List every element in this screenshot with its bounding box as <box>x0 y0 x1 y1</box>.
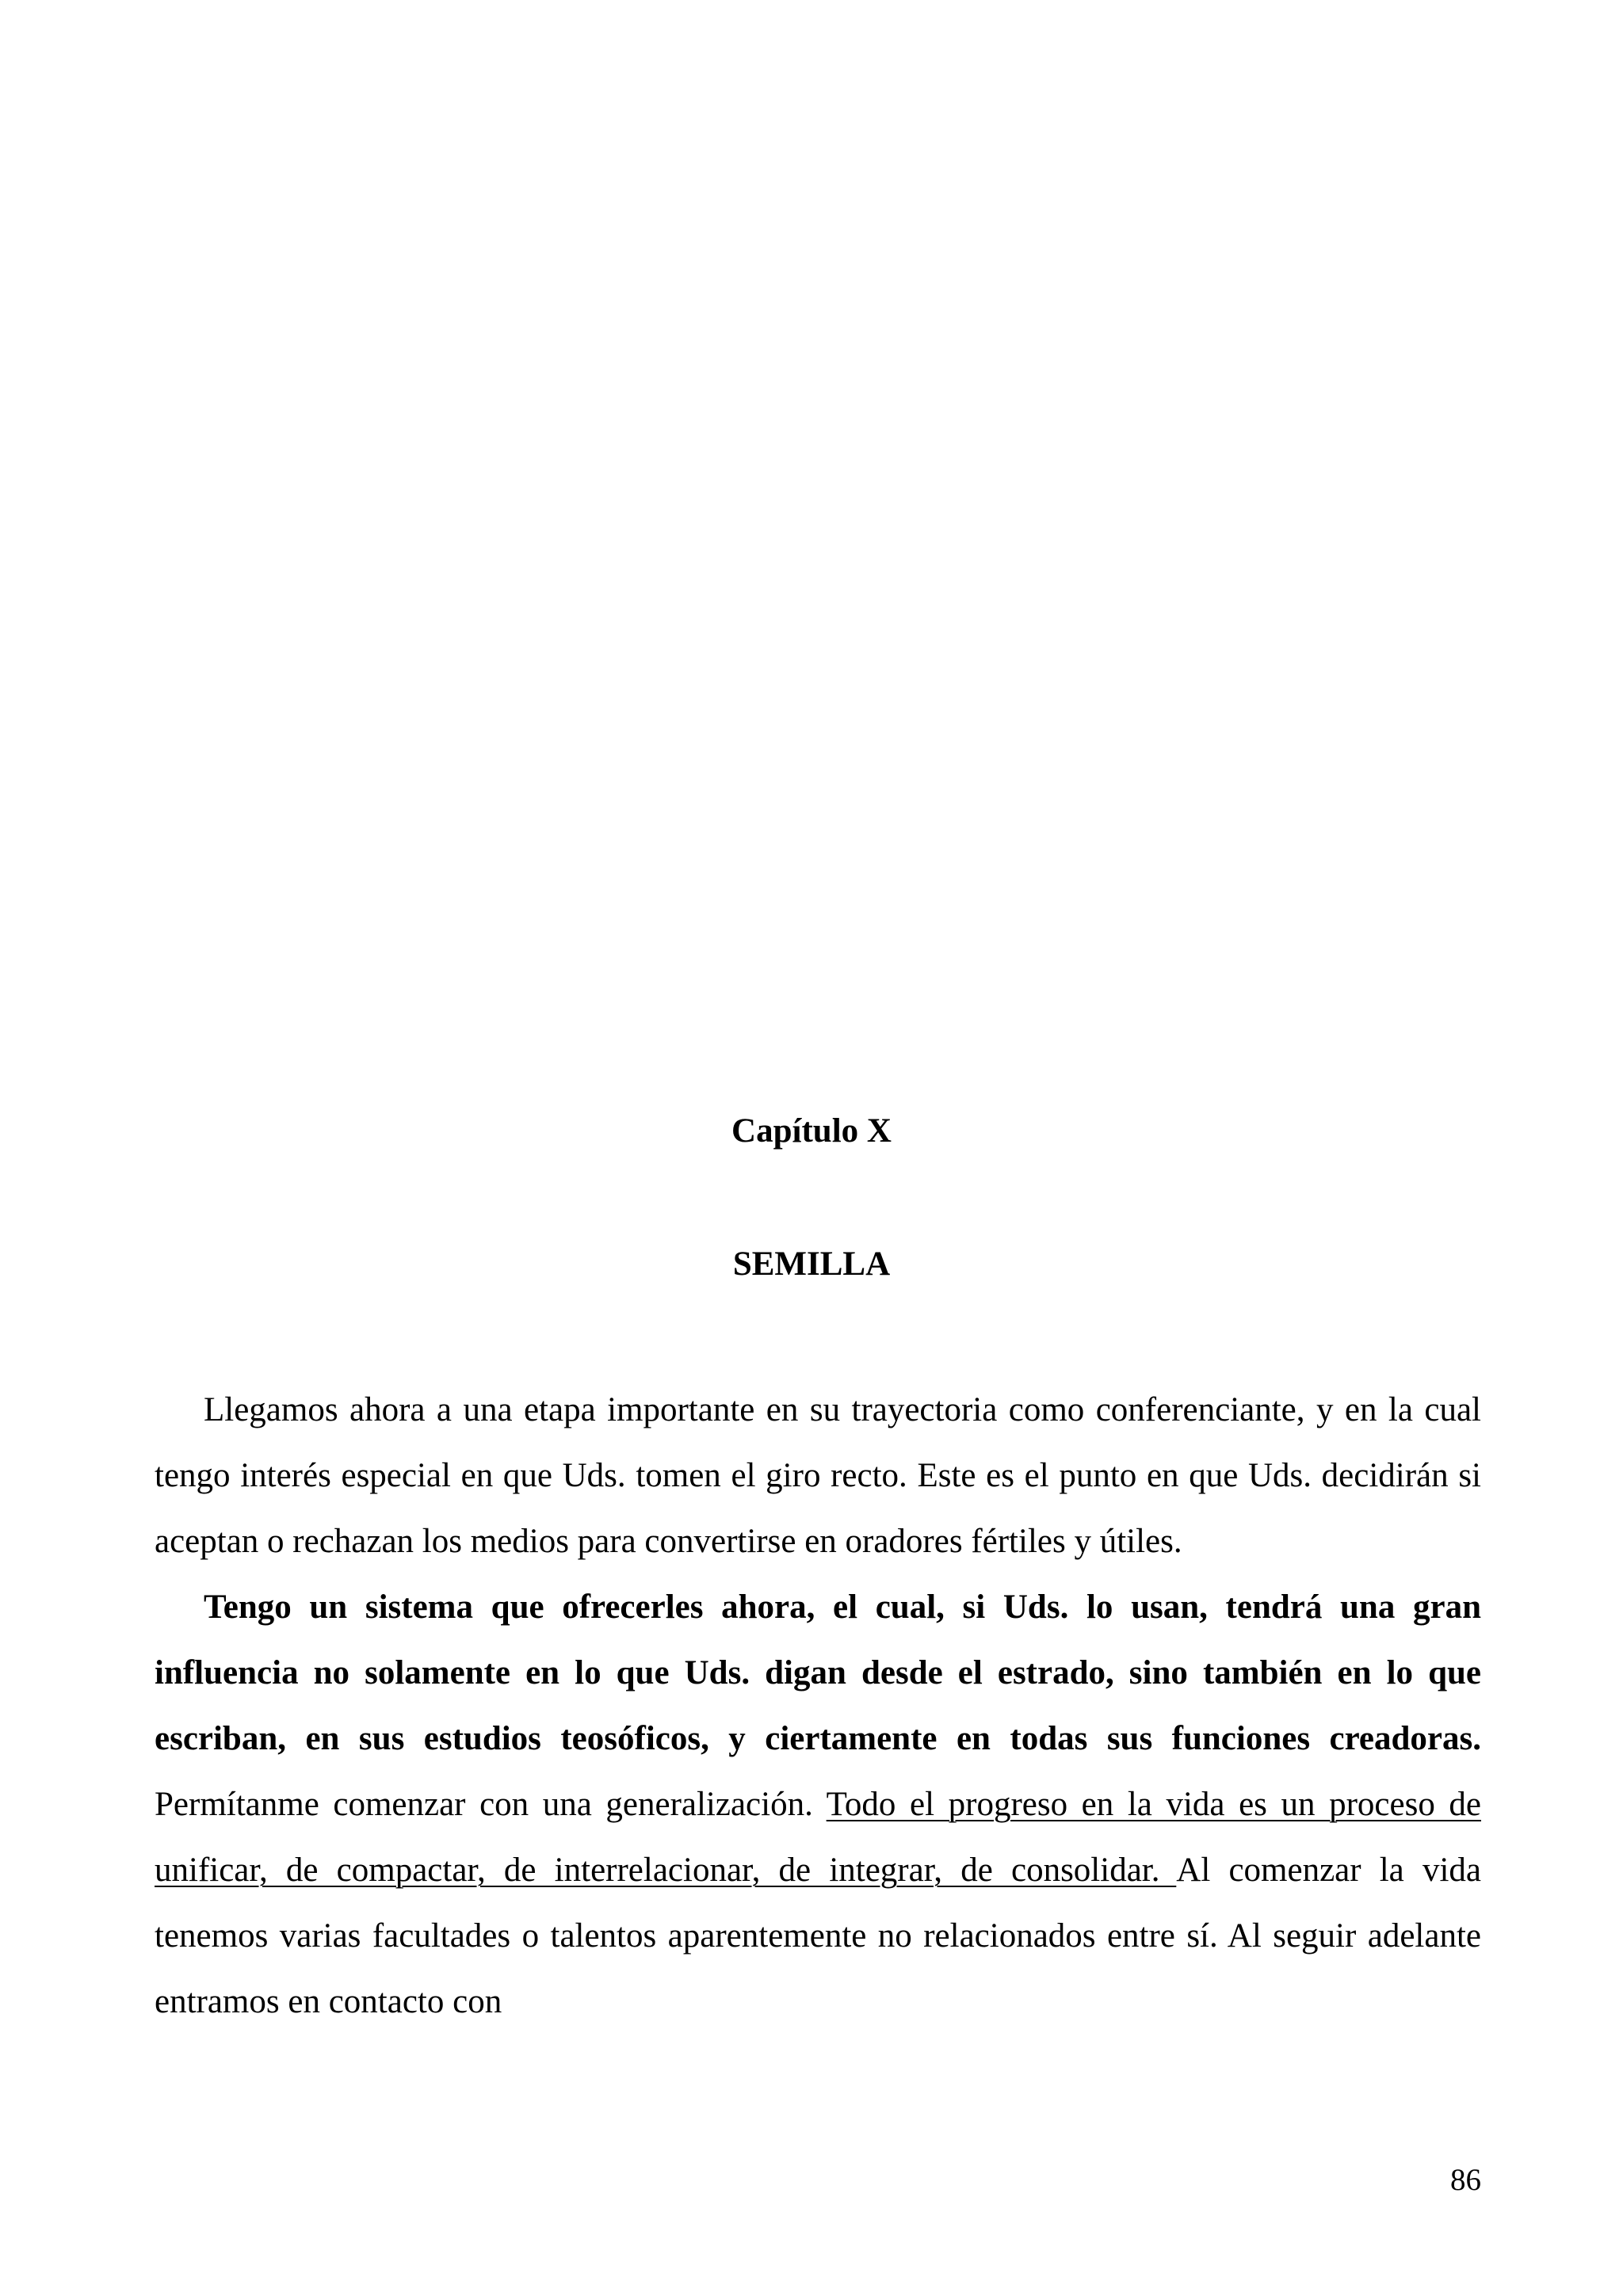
chapter-title: SEMILLA <box>732 1245 891 1283</box>
paragraph-1: Llegamos ahora a una etapa importante en su trayectoria como conferenciante, y en la cual tengo interés especial en que Uds. tomen el giro recto. Este es el punto en que Uds. decidirán si aceptan o rechazan los medios para convertirse en oradores fértiles y útiles. <box>155 1391 1481 1560</box>
chapter-label: Capítulo X <box>731 1112 892 1150</box>
body-text <box>155 1377 1481 2035</box>
underlined-statement: Todo el progreso en la vida es un proceso de unificar, de compactar, de interrelacionar, de integrar, de consolidar. <box>155 1786 1481 1889</box>
page-number: 86 <box>1450 2163 1481 2197</box>
paragraph-2-continuation: Al comenzar la vida tenemos varias facultades o talentos aparentemente no relacionados entre sí. Al seguir adelante entramos en contacto con <box>155 1852 1481 2020</box>
bold-statement: Tengo un sistema que ofrecerles ahora, el cual, si Uds. lo usan, tendrá una gran influencia no solamente en lo que Uds. digan desde el estrado, sino también en lo que escriban, en sus estudios teosóficos, y ciertamente en todas sus funciones creadoras. <box>155 1589 1481 1757</box>
paragraph-2-intro: Permítanme comenzar con una generalización. <box>155 1786 827 1823</box>
paragraph-2 <box>155 1574 1481 2035</box>
